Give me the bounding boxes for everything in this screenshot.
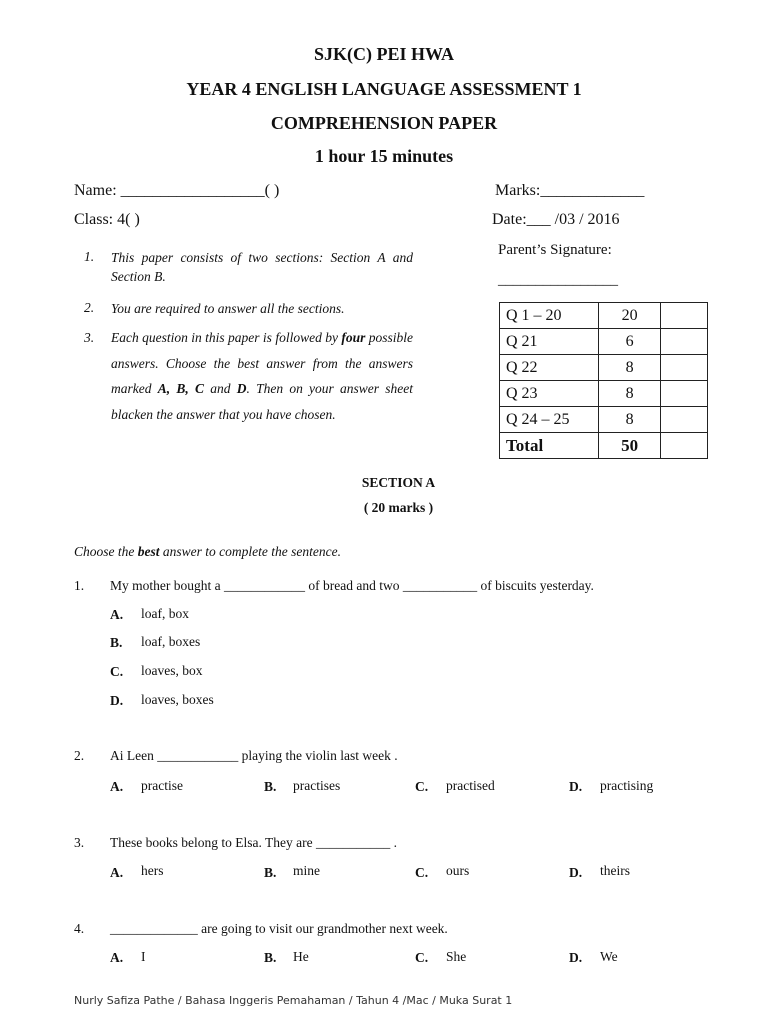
- option-text[interactable]: hers: [141, 863, 164, 878]
- date-field: Date:___ /03 / 2016: [492, 211, 620, 228]
- option-label[interactable]: C.: [415, 950, 429, 965]
- score-cell: [660, 355, 707, 381]
- score-cell: [660, 381, 707, 407]
- option-text[interactable]: practises: [293, 778, 341, 793]
- instruction-part: answer to complete the sentence.: [159, 544, 341, 559]
- option-label[interactable]: D.: [110, 693, 124, 708]
- table-row: [500, 407, 708, 433]
- instruction-number: 2.: [84, 300, 95, 315]
- option-text[interactable]: theirs: [600, 863, 630, 878]
- question-range: Q 21: [500, 329, 599, 355]
- question-number: 1.: [74, 578, 85, 593]
- section-title: SECTION A: [361, 475, 436, 490]
- marks-value: 8: [599, 355, 661, 381]
- option-text[interactable]: loaf, boxes: [141, 634, 201, 649]
- question-text: Ai Leen ____________ playing the violin last week .: [110, 748, 398, 763]
- question-number: 4.: [74, 921, 85, 936]
- option-text[interactable]: mine: [293, 863, 320, 878]
- marks-table: [499, 302, 708, 459]
- table-row: [500, 329, 708, 355]
- instruction-text: Each question in this paper is followed by four possible answers. Choose the best answer from the answers marked A, B, C and D. Then on your answer sheet blacken the answer that you have chosen.: [111, 330, 414, 422]
- option-label[interactable]: A.: [110, 865, 124, 880]
- score-cell: [660, 433, 707, 459]
- option-label[interactable]: D.: [569, 779, 583, 794]
- option-label[interactable]: D.: [569, 865, 583, 880]
- table-row: [500, 303, 708, 329]
- option-label[interactable]: B.: [264, 865, 277, 880]
- option-text[interactable]: loaves, box: [141, 663, 203, 678]
- option-text[interactable]: We: [600, 949, 618, 964]
- question-text: My mother bought a ____________ of bread and two ___________ of biscuits yesterday.: [110, 578, 594, 593]
- instruction-part: Choose the: [74, 544, 138, 559]
- question-range: Q 22: [500, 355, 599, 381]
- class-field: Class: 4( ): [74, 211, 140, 228]
- option-label[interactable]: D.: [569, 950, 583, 965]
- total-label: Total: [500, 433, 599, 459]
- parent-signature-line: ________________: [498, 272, 618, 288]
- option-text[interactable]: He: [293, 949, 309, 964]
- school-name: SJK(C) PEI HWA: [313, 44, 454, 64]
- instruction-text: You are required to answer all the sections.: [111, 301, 345, 316]
- name-field: Name: __________________( ): [74, 182, 280, 199]
- option-text[interactable]: loaves, boxes: [141, 692, 214, 707]
- question-range: Q 1 – 20: [500, 303, 599, 329]
- section-marks: ( 20 marks ): [363, 500, 434, 515]
- question-number: 3.: [74, 835, 85, 850]
- option-label[interactable]: C.: [110, 664, 124, 679]
- option-text[interactable]: practising: [600, 778, 654, 793]
- table-row: [500, 355, 708, 381]
- instruction-text: This paper consists of two sections: Section A and Section B.: [111, 250, 413, 284]
- marks-value: 6: [599, 329, 661, 355]
- duration: 1 hour 15 minutes: [314, 146, 454, 166]
- score-cell: [660, 329, 707, 355]
- question-range: Q 24 – 25: [500, 407, 599, 433]
- marks-value: 8: [599, 407, 661, 433]
- marks-field: Marks:_____________: [495, 182, 645, 199]
- instruction-number: 3.: [84, 330, 95, 345]
- page-footer: Nurly Safiza Pathe / Bahasa Inggeris Pemahaman / Tahun 4 /Mac / Muka Surat 1: [74, 994, 513, 1007]
- marks-value: 20: [599, 303, 661, 329]
- total-value: 50: [599, 433, 661, 459]
- option-label[interactable]: C.: [415, 865, 429, 880]
- option-label[interactable]: B.: [110, 635, 123, 650]
- score-cell: [660, 303, 707, 329]
- assessment-title: YEAR 4 ENGLISH LANGUAGE ASSESSMENT 1: [186, 79, 582, 99]
- question-text: _____________ are going to visit our grandmother next week.: [110, 921, 448, 936]
- option-text[interactable]: I: [141, 949, 146, 964]
- parent-signature-label: Parent’s Signature:: [498, 242, 612, 258]
- score-cell: [660, 407, 707, 433]
- question-range: Q 23: [500, 381, 599, 407]
- option-text[interactable]: loaf, box: [141, 606, 189, 621]
- table-row-total: [500, 433, 708, 459]
- section-instruction: [74, 544, 341, 560]
- option-text[interactable]: practise: [141, 778, 183, 793]
- question-number: 2.: [74, 748, 85, 763]
- instruction-emphasis: best: [137, 544, 160, 559]
- option-text[interactable]: She: [446, 949, 467, 964]
- option-label[interactable]: C.: [415, 779, 429, 794]
- instruction-number: 1.: [84, 249, 95, 264]
- question-text: These books belong to Elsa. They are ___________ .: [110, 835, 397, 850]
- option-label[interactable]: A.: [110, 950, 124, 965]
- option-label[interactable]: A.: [110, 779, 124, 794]
- paper-title: COMPREHENSION PAPER: [270, 113, 498, 133]
- option-label[interactable]: B.: [264, 950, 277, 965]
- marks-value: 8: [599, 381, 661, 407]
- option-text[interactable]: practised: [446, 778, 495, 793]
- option-text[interactable]: ours: [446, 863, 470, 878]
- option-label[interactable]: B.: [264, 779, 277, 794]
- option-label[interactable]: A.: [110, 607, 124, 622]
- table-row: [500, 381, 708, 407]
